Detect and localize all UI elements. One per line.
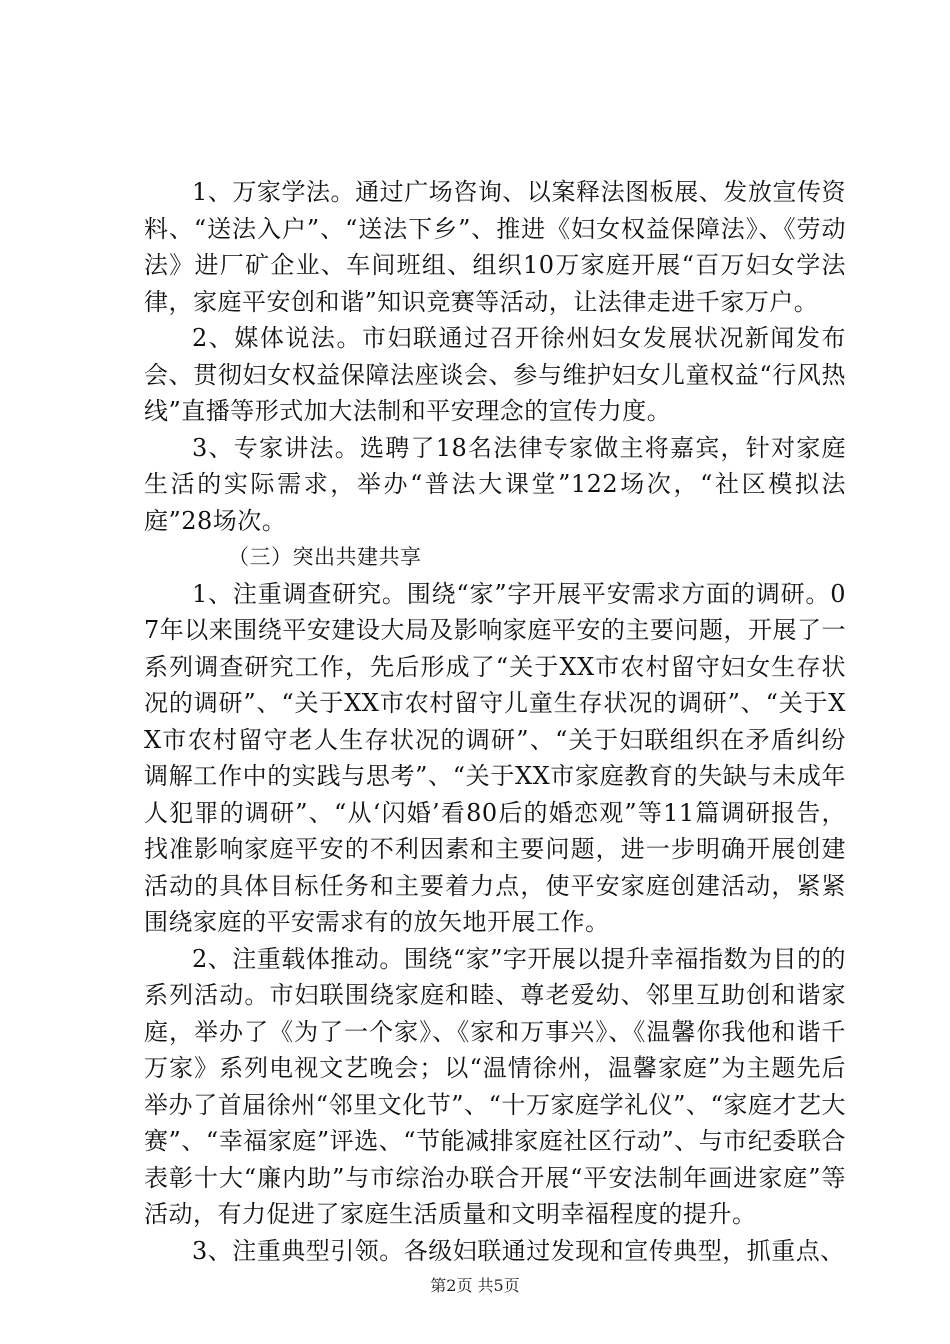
paragraph-zaiti-tuidong: 2、注重载体推动。围绕“家”字开展以提升幸福指数为目的的系列活动。市妇联围绕家庭和睦、尊老爱幼、邻里互助创和谐家庭，举办了《为了一个家》、《家和万事兴》、《温馨你我他和谐千万家》系列电视文艺晚会；以“温情徐州，温馨家庭”为主题先后举办了首届徐州“邻里文化节”、“十万家庭学礼仪”、“家庭才艺大赛”、“幸福家庭”评选、“节能减排家庭社区行动”、与市纪委联合表彰十大“廉内助”与市综治办联合开展“平安法制年画进家庭”等活动，有力促进了家庭生活质量和文明幸福程度的提升。 <box>144 944 846 1228</box>
paragraph-diaocha-yanjiu: 1、注重调查研究。围绕“家”字开展平安需求方面的调研。07年以来围绕平安建设大局及影响家庭平安的主要问题，开展了一系列调查研究工作，先后形成了“关于XX市农村留守妇女生存状况的调研”、“关于XX市农村留守儿童生存状况的调研”、“关于XX市农村留守老人生存状况的调研”、“关于妇联组织在矛盾纠纷调解工作中的实践与思考”、“关于XX市家庭教育的失缺与未成年人犯罪的调研”、“从‘闪婚’看80后的婚恋观”等11篇调研报告，找准影响家庭平安的不利因素和主要问题，进一步明确开展创建活动的具体目标任务和主要着力点，使平安家庭创建活动，紧紧围绕家庭的平安需求有的放矢地开展工作。 <box>144 579 846 936</box>
paragraph-wanjia-xuefa: 1、万家学法。通过广场咨询、以案释法图板展、发放宣传资料、“送法入户”、“送法下乡”、推进《妇女权益保障法》、《劳动法》进厂矿企业、车间班组、组织10万家庭开展“百万妇女学法律，家庭平安创和谐”知识竞赛等活动，让法律走进千家万户。 <box>144 178 846 316</box>
paragraph-dianxing-yinling: 3、注重典型引领。各级妇联通过发现和宣传典型，抓重点、 <box>192 1236 845 1265</box>
paragraph-zhuanjia-jiangfa: 3、专家讲法。选聘了18名法律专家做主将嘉宾，针对家庭生活的实际需求，举办“普法大课堂”122场次，“社区模拟法庭”28场次。 <box>144 433 846 535</box>
section-heading: （三）突出共建共享 <box>228 545 422 569</box>
paragraph-meiti-shuofa: 2、媒体说法。市妇联通过召开徐州妇女发展状况新闻发布会、贯彻妇女权益保障法座谈会、参与维护妇女儿童权益“行风热线”直播等形式加大法制和平安理念的宣传力度。 <box>144 324 846 425</box>
document-body <box>144 174 846 1269</box>
page-number-footer: 第2页 共5页 <box>430 1276 520 1295</box>
